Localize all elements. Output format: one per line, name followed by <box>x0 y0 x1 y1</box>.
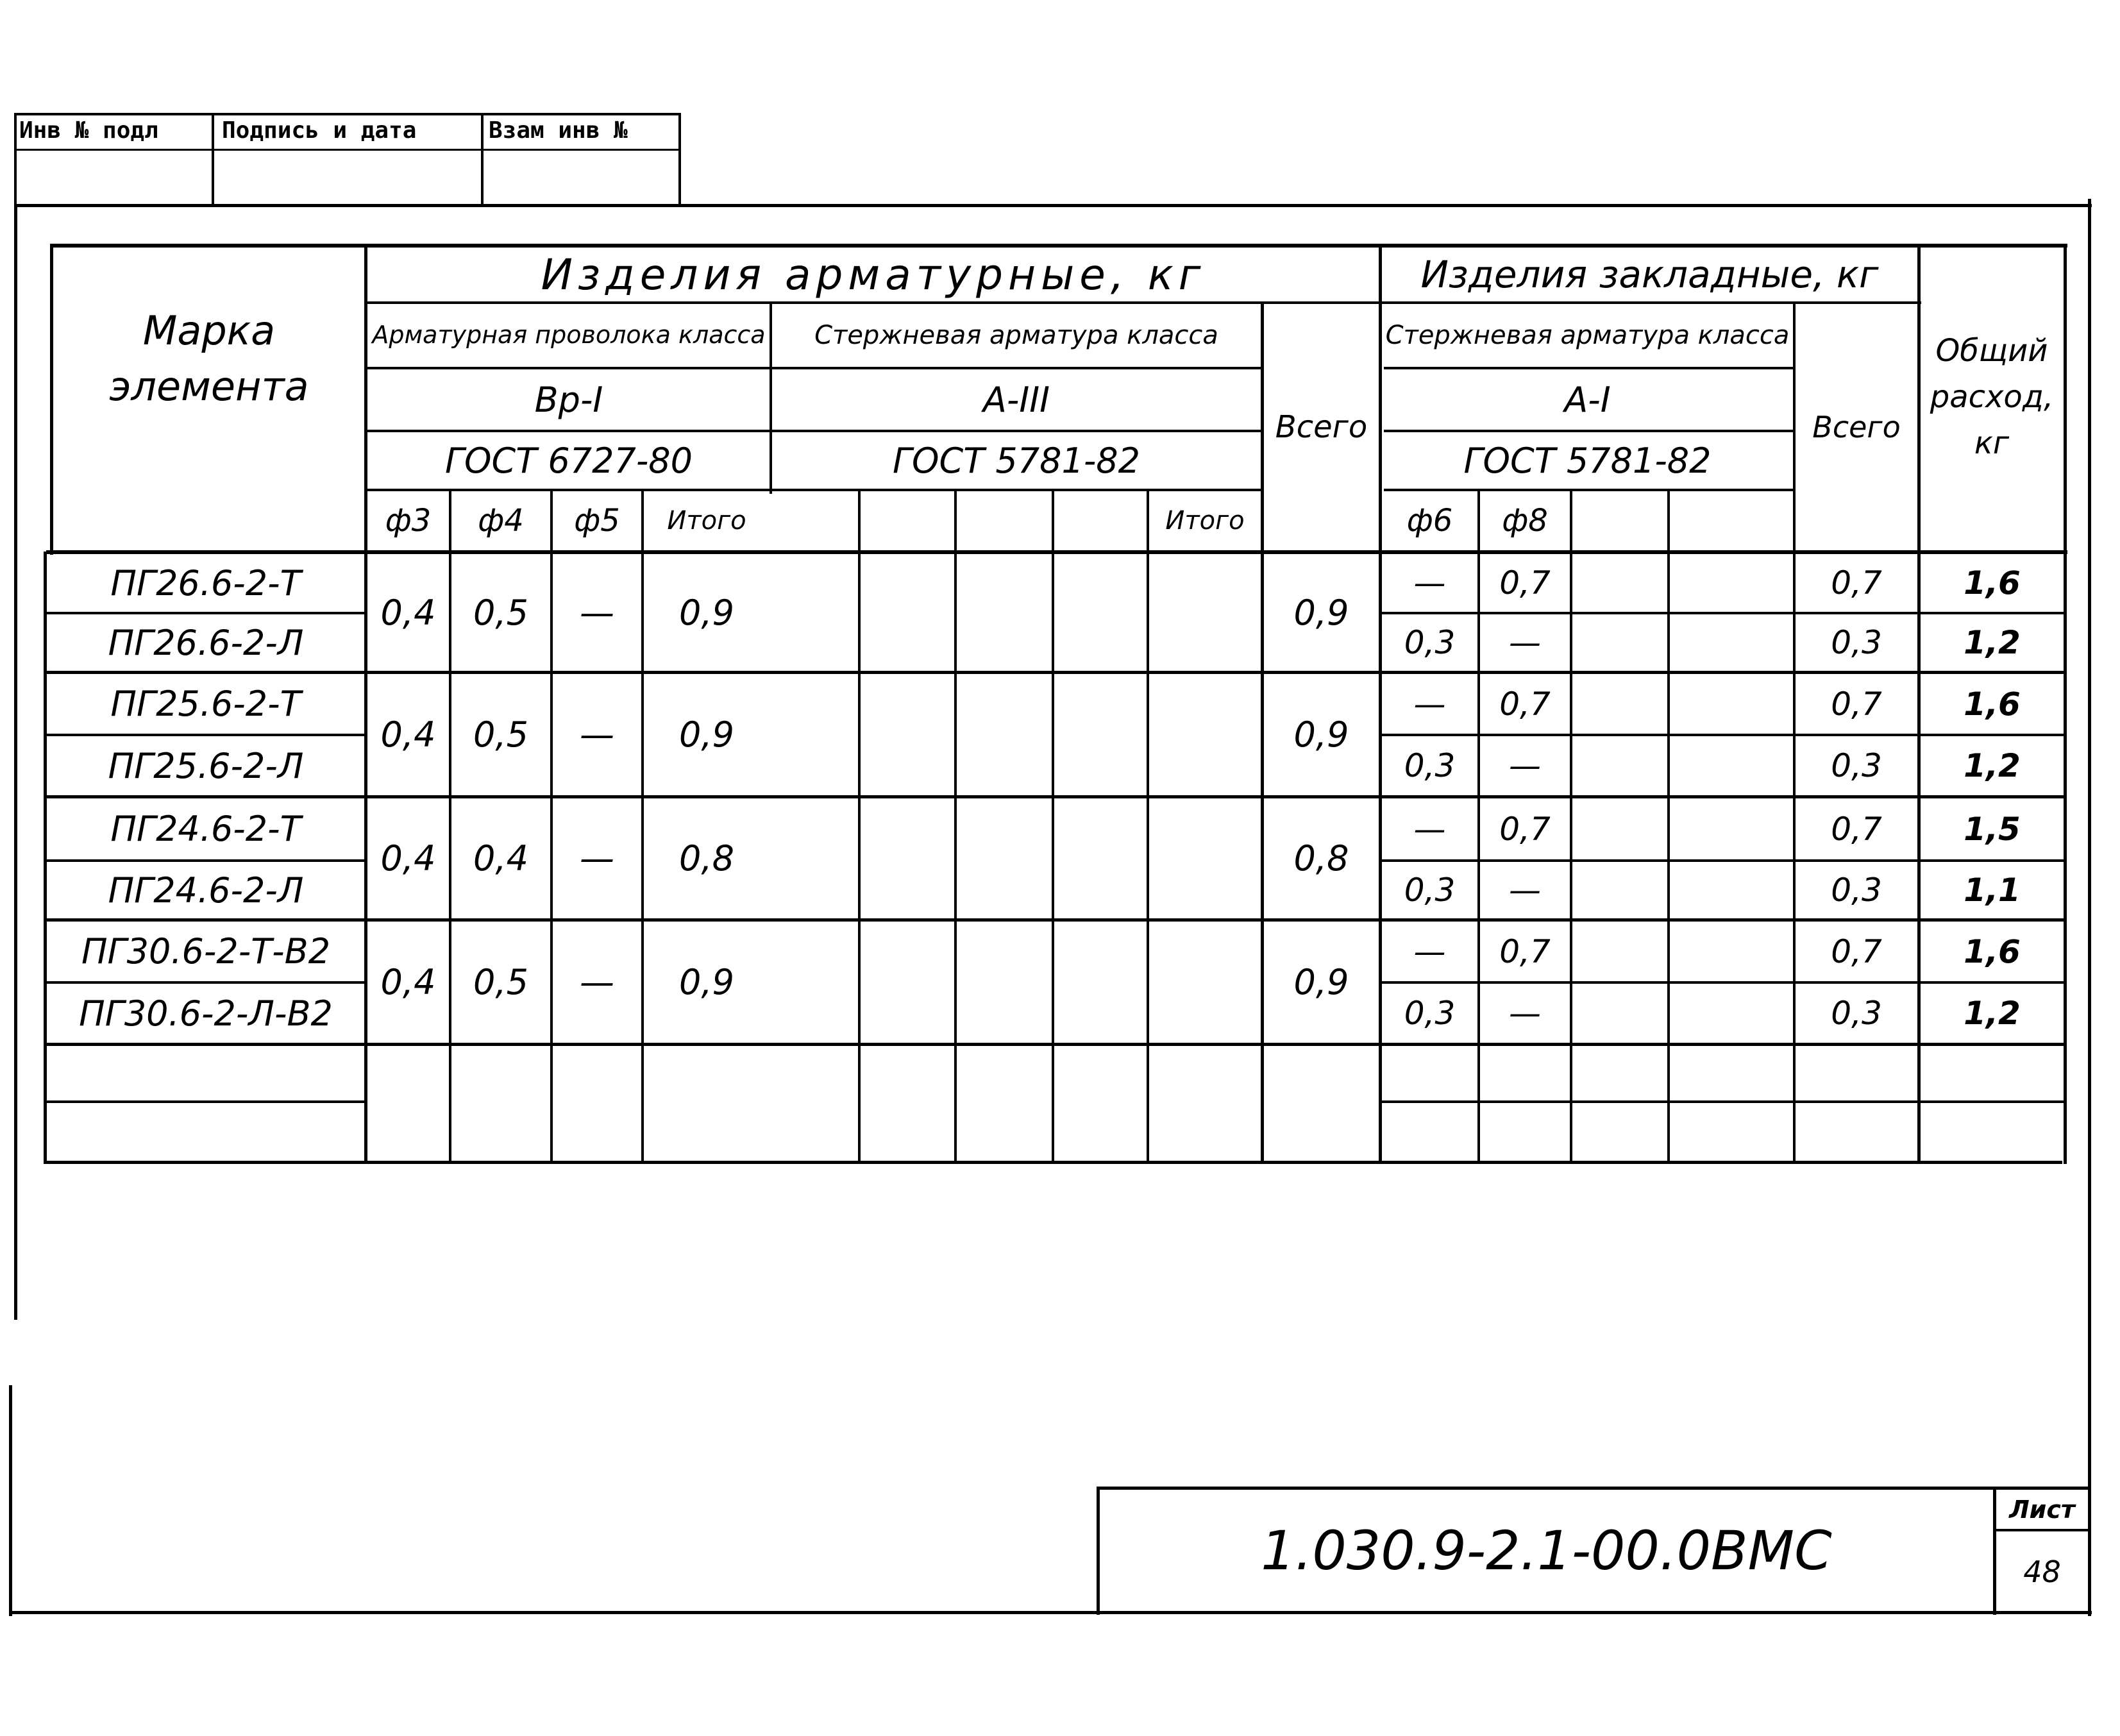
cell-d8: 0,7 <box>1499 810 1551 848</box>
cell-total: 1,6 <box>1964 932 2021 970</box>
cell-emb-total: 0,7 <box>1831 810 1882 848</box>
cell-d5: — <box>580 592 614 633</box>
col-emb-d6: ф6 <box>1406 503 1453 539</box>
cell-emb-total: 0,7 <box>1831 685 1882 723</box>
cell-d8: — <box>1509 624 1541 661</box>
cell-wire-total: 0,9 <box>679 714 734 755</box>
cell-d4: 0,5 <box>473 714 528 755</box>
col-wire-d5: ф5 <box>574 503 620 539</box>
cell-emb-total: 0,3 <box>1831 624 1882 661</box>
cell-d8: 0,7 <box>1499 564 1551 602</box>
cell-d8: — <box>1509 747 1541 784</box>
cell-d3: 0,4 <box>380 962 436 1002</box>
header-embedded: Изделия закладные, кг <box>1420 253 1879 296</box>
header-wire-class: Вр-I <box>534 379 603 420</box>
cell-emb-total: 0,7 <box>1831 564 1882 602</box>
row-mark: ПГ30.6-2-Т-В2 <box>81 931 331 972</box>
cell-arm-total: 0,9 <box>1293 714 1349 755</box>
cell-total: 1,5 <box>1964 810 2021 848</box>
row-mark: ПГ25.6-2-Т <box>110 684 301 724</box>
cell-d6: 0,3 <box>1404 995 1456 1032</box>
cell-total: 1,2 <box>1964 624 2021 661</box>
cell-arm-total: 0,8 <box>1293 838 1349 879</box>
row-mark: ПГ26.6-2-Т <box>110 562 301 603</box>
cell-d4: 0,5 <box>473 592 528 633</box>
col-wire-total: Итого <box>667 506 746 535</box>
cell-emb-total: 0,7 <box>1831 932 1882 970</box>
header-emb-rod-gost: ГОСТ 5781-82 <box>1463 440 1712 481</box>
header-wire-title <box>368 304 770 367</box>
header-emb-rod-title-text: Стержневая арматура класса <box>1385 321 1790 350</box>
header-emb-vsego: Всего <box>1812 410 1901 444</box>
col-emb-d8: ф8 <box>1502 503 1548 539</box>
cell-d6: — <box>1413 810 1446 848</box>
cell-d8: — <box>1509 872 1541 909</box>
cell-d6: — <box>1413 564 1446 602</box>
col-rod-3 <box>957 491 1052 550</box>
cell-arm-total: 0,9 <box>1293 962 1349 1002</box>
header-total-consumption-text: Общий расход, кг <box>1930 333 2054 461</box>
cell-total: 1,2 <box>1964 747 2021 784</box>
cell-wire-total: 0,9 <box>679 592 734 633</box>
cell-d4: 0,4 <box>473 838 528 879</box>
cell-d4: 0,5 <box>473 962 528 1002</box>
header-emb-rod-class: А-I <box>1564 379 1611 420</box>
designation: 1.030.9-2.1-00.0ВМС <box>1261 1519 1832 1582</box>
cell-total: 1,2 <box>1964 995 2021 1032</box>
sheet-label: Лист <box>2009 1495 2075 1524</box>
row-mark: ПГ24.6-2-Т <box>110 809 301 849</box>
cell-emb-total: 0,3 <box>1831 747 1882 784</box>
cell-d3: 0,4 <box>380 714 436 755</box>
col-emb-4 <box>1670 491 1793 550</box>
header-rod-title-text: Стержневая арматура класса <box>814 321 1218 350</box>
header-vsego: Всего <box>1275 409 1368 445</box>
header-wire-title-text: Арматурная проволока класса <box>372 321 766 350</box>
row-mark: ПГ26.6-2-Л <box>108 622 304 663</box>
sheet-number: 48 <box>2023 1554 2061 1589</box>
cell-d8: 0,7 <box>1499 932 1551 970</box>
cell-d6: 0,3 <box>1404 872 1456 909</box>
cell-d6: 0,3 <box>1404 747 1456 784</box>
cell-d6: — <box>1413 685 1446 723</box>
header-mark-text: Марка элемента <box>109 307 309 410</box>
cell-d5: — <box>580 714 614 755</box>
cell-d6: — <box>1413 932 1446 970</box>
col-rod-4 <box>1054 491 1147 550</box>
row-mark: ПГ30.6-2-Л-В2 <box>79 993 333 1034</box>
stamp-label-vzam: Взам инв № <box>489 117 628 144</box>
cell-emb-total: 0,3 <box>1831 872 1882 909</box>
cell-d8: — <box>1509 995 1541 1032</box>
row-mark: ПГ24.6-2-Л <box>108 870 304 911</box>
header-rod-gost: ГОСТ 5781-82 <box>892 440 1141 481</box>
stamp-label-sign: Подпись и дата <box>222 117 417 144</box>
cell-emb-total: 0,3 <box>1831 995 1882 1032</box>
stamp-label-inv: Инв № подл <box>19 117 158 144</box>
col-wire-d3: ф3 <box>385 503 432 539</box>
header-mark <box>54 301 364 417</box>
cell-d5: — <box>580 962 614 1002</box>
col-emb-3 <box>1572 491 1667 550</box>
header-emb-rod-title <box>1382 304 1793 367</box>
col-rod-2 <box>861 491 954 550</box>
cell-d6: 0,3 <box>1404 624 1456 661</box>
header-rod-class: А-III <box>982 379 1050 420</box>
cell-arm-total: 0,9 <box>1293 592 1349 633</box>
cell-wire-total: 0,8 <box>679 838 734 879</box>
col-rod-total: Итого <box>1165 506 1245 535</box>
cell-d8: 0,7 <box>1499 685 1551 723</box>
cell-wire-total: 0,9 <box>679 962 734 1002</box>
header-armature: Изделия арматурные, кг <box>541 249 1206 299</box>
header-wire-gost: ГОСТ 6727-80 <box>444 440 693 481</box>
header-rod-title <box>772 304 1261 367</box>
cell-d5: — <box>580 838 614 879</box>
col-wire-d4: ф4 <box>478 503 524 539</box>
row-mark: ПГ25.6-2-Л <box>108 745 304 786</box>
cell-total: 1,6 <box>1964 685 2021 723</box>
cell-total: 1,1 <box>1964 872 2021 909</box>
header-total-consumption <box>1921 304 2063 490</box>
cell-d3: 0,4 <box>380 838 436 879</box>
cell-total: 1,6 <box>1964 564 2021 602</box>
cell-d3: 0,4 <box>380 592 436 633</box>
col-rod-1 <box>772 491 858 550</box>
